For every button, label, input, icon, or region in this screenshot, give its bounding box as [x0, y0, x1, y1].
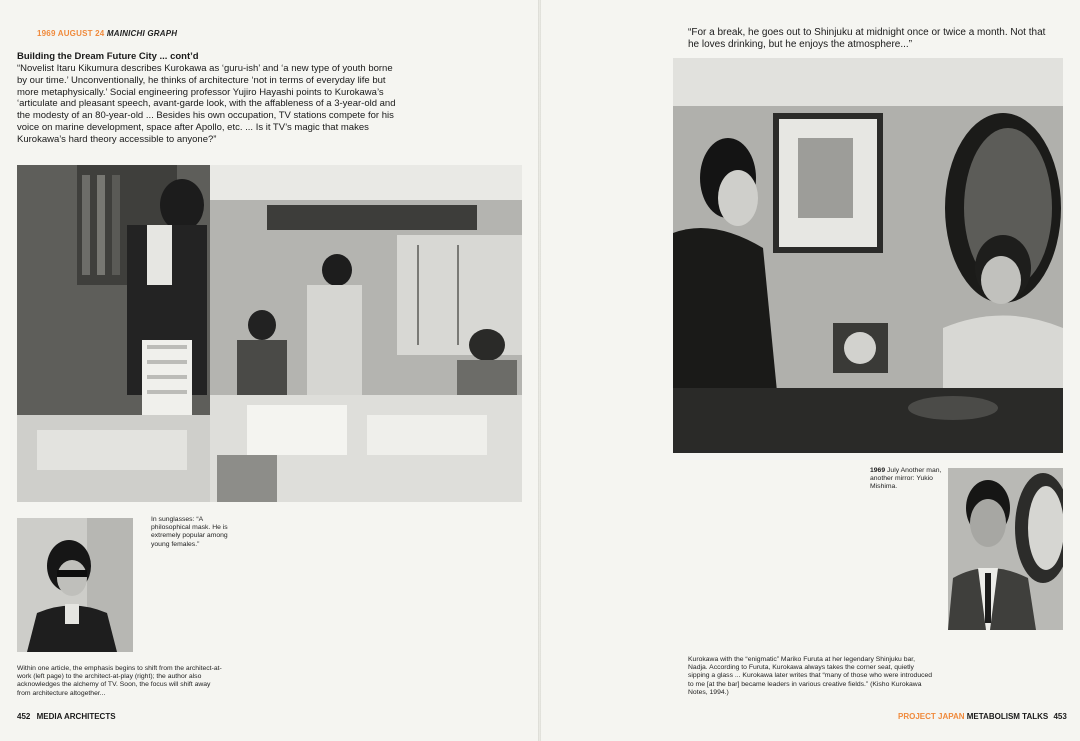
header-magazine: MAINICHI GRAPH: [106, 29, 178, 38]
architect-shift-caption: Within one article, the emphasis begins to shift from the architect-at-work (left page) to the architect-at-play (right); the author also acknowledges the alchemy of TV. Soon, the focus will shift away from architecture altogether...: [17, 665, 222, 697]
mishima-caption: [870, 467, 942, 492]
shinjuku-quote: “For a break, he goes out to Shinjuku at midnight once or twice a month. Not that he loves drinking, but he enjoys the atmosphere...”: [688, 27, 1046, 50]
sunglasses-portrait-photo: [17, 518, 133, 652]
mishima-caption-text: July Another man, another mirror: Yukio Mishima.: [870, 467, 942, 491]
right-page-number: 453: [1053, 712, 1067, 721]
article-subtitle: Building the Dream Future City ... cont’d: [17, 51, 199, 62]
right-footer: [898, 712, 1067, 721]
mishima-portrait-photo: [948, 468, 1063, 630]
header-date: 1969 AUGUST 24: [37, 29, 105, 38]
right-footer-section: METABOLISM TALKS: [966, 712, 1049, 721]
left-page-number: 452: [17, 712, 31, 721]
studio-spread-photo: [17, 165, 522, 502]
magazine-header: [37, 29, 177, 38]
mishima-caption-year: 1969: [870, 467, 886, 474]
sunglasses-caption: In sunglasses: “A philosophical mask. He is extremely popular among young females.”: [151, 516, 228, 548]
bar-photo: [673, 58, 1063, 453]
left-footer-section: MEDIA ARCHITECTS: [36, 712, 116, 721]
article-body: “Novelist Itaru Kikumura describes Kurokawa as ‘guru-ish’ and ‘a new type of youth borne by our time.’ Unconventionally, he thinks of architecture ‘not in terms of everyday life but more metaphysically.’ Social engineering professor Yujiro Hayashi points to Kurokawa’s ‘articulate and pleasant speech, avant-garde look, with the affableness of a 3-year-old and the modesty of an 80-year-old ... Besides his own occupation, TV stations compete for his voice on marine development, space after Apollo, etc. ... Is it TV’s magic that makes Kurokawa’s hard theory accessible to anyone?”: [17, 63, 396, 145]
right-footer-brand: PROJECT JAPAN: [898, 712, 965, 721]
left-footer: [17, 712, 116, 721]
bar-caption: Kurokawa with the “enigmatic” Mariko Furuta at her legendary Shinjuku bar, Nadja. According to Furuta, Kurokawa always takes the corner seat, quietly sipping a glass ... Kurokawa later writes that “many of those who were introduced to me [at the bar] became leaders in various creative fields.” (Kisho Kurokawa Notes, 1994.): [688, 656, 933, 696]
